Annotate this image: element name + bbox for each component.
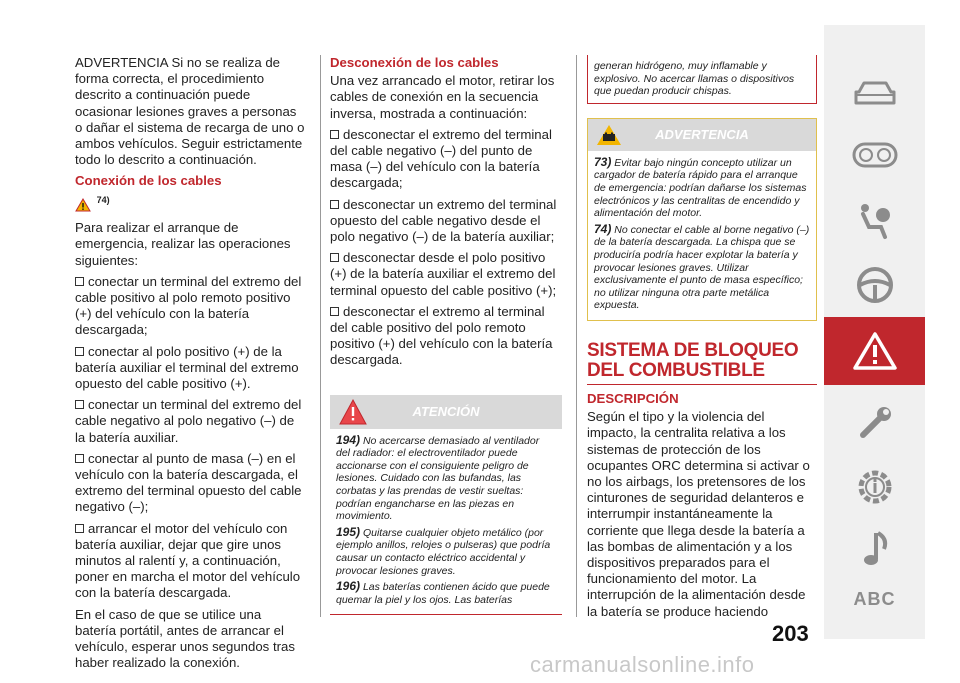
note-item: 195) Quitarse cualquier objeto metálico (por ejemplo anillos, relojes o pulseras) que podría causar un contacto eléctrico accidental y provocar lesiones graves. <box>336 524 551 577</box>
seat-airbag-icon[interactable] <box>824 191 925 251</box>
small-warning-triangle-icon <box>75 198 91 216</box>
note-item: 74) No conectar el cable al borne negativo (–) de la batería descargada. La chispa que se produciría podría hacer explotar la batería y provocar lesiones graves. Utilizar exclusivamente el punto de masa específico; no utilizar ninguna otra parte metálica expuesta. <box>594 221 810 312</box>
warning-triangle-icon[interactable] <box>824 317 925 385</box>
list-item: conectar al punto de masa (–) en el vehículo con la batería descargada, el extremo del terminal opuesto del cable negativo (–); <box>75 450 302 515</box>
advertencia-heading: ADVERTENCIA <box>655 126 749 142</box>
attention-heading: ATENCIÓN <box>412 403 480 419</box>
advertencia-box <box>587 118 817 321</box>
disconnection-lead: Una vez arrancado el motor, retirar los cables de conexión en la secuencia inversa, mostrada a continuación: <box>330 73 555 121</box>
connection-lead: Para realizar el arranque de emergencia, realizar las operaciones siguientes: <box>75 220 291 268</box>
attention-body <box>330 429 562 616</box>
page-number: 203 <box>772 621 809 646</box>
steering-wheel-icon[interactable] <box>824 255 925 315</box>
ref-74: 74) <box>96 194 110 205</box>
danger-triangle-icon <box>338 398 368 439</box>
section-title-connection: Conexión de los cables <box>75 173 222 189</box>
wrench-icon[interactable] <box>824 393 925 453</box>
chapter-title: SISTEMA DE BLOQUEO DEL COMBUSTIBLE <box>587 341 817 385</box>
column-middle <box>330 55 562 615</box>
dashboard-gauges-icon[interactable] <box>824 127 925 183</box>
list-item: arrancar el motor del vehículo con batería auxiliar, dejar que gire unos minutos al ralentí y, a continuación, poner en marcha el motor del vehículo con la batería descargada. <box>75 520 301 601</box>
note-item: 196) Las baterías contienen ácido que puede quemar la piel y los ojos. Las baterías <box>336 579 550 606</box>
maintenance-gear-icon[interactable] <box>824 457 925 517</box>
column-right <box>587 55 817 625</box>
note-item: 194) No acercarse demasiado al ventilador del radiador: el electroventilador puede accionarse con el consiguiente peligro de lesiones. Cuidado con las bufandas, las corbatas y las prendas de vestir sueltas: podrían engancharse en las piezas en movimiento. <box>336 432 540 523</box>
chapter-sidebar <box>824 25 925 639</box>
checkbox-bullet-icon <box>330 200 339 209</box>
list-item: desconectar el extremo del terminal del cable negativo (–) del punto de masa (–) del vehículo con la batería descargada; <box>330 126 552 191</box>
battery-warning-icon <box>596 124 622 158</box>
attention-header <box>330 395 562 429</box>
list-item: conectar un terminal del extremo del cable negativo al polo negativo (–) de la batería auxiliar. <box>75 397 302 445</box>
checkbox-bullet-icon <box>75 454 84 463</box>
watermark: carmanualsonline.info <box>530 652 755 677</box>
checkbox-bullet-icon <box>330 130 339 139</box>
list-item: conectar un terminal del extremo del cable positivo al polo remoto positivo (+) del vehículo con la batería descargada; <box>75 273 302 338</box>
column-divider <box>576 55 577 617</box>
advertencia-body <box>588 151 816 320</box>
list-item: desconectar un extremo del terminal opuesto del cable negativo desde el polo negativo (–) de la batería auxiliar; <box>330 196 557 245</box>
checkbox-bullet-icon <box>75 347 84 356</box>
note-item: 73) Evitar bajo ningún concepto utilizar un cargador de batería rápido para el arranque de emergencia: podrían dañarse los sistemas electrónicos y las centralitas de encendido y alimentación del motor. <box>594 154 807 220</box>
checkbox-bullet-icon <box>330 253 339 262</box>
portable-battery-note: En el caso de que se utilice una batería portátil, antes de arrancar el vehículo, esperar unos segundos tras haber realizado la conexión. <box>75 606 295 671</box>
music-note-icon[interactable] <box>824 521 925 577</box>
column-left <box>75 55 305 677</box>
attention-box <box>330 395 562 616</box>
advertencia-header <box>588 119 816 151</box>
checkbox-bullet-icon <box>330 307 339 316</box>
warning-ref <box>75 192 305 217</box>
list-item: conectar al polo positivo (+) de la batería auxiliar el terminal del extremo opuesto del cable positivo (+). <box>75 343 299 392</box>
checkbox-bullet-icon <box>75 524 84 533</box>
checkbox-bullet-icon <box>75 277 84 286</box>
abc-index-icon[interactable]: ABC <box>853 588 896 609</box>
car-icon[interactable] <box>824 65 925 121</box>
column-divider <box>320 55 321 617</box>
description-body: Según el tipo y la violencia del impacto, la centralita relativa a los sistemas de protección de los ocupantes ORC determina si activar o no los airbags, los pretensores de los cinturones de seguridad delanteros e interrumpir instantáneamente la corriente que llega desde la batería a las bombas de alimentación y a los dispositivos preparados para el funcionamiento del motor. La interrupción de la alimentación desde la batería se produce haciendo <box>587 409 810 619</box>
section-title-disconnection: Desconexión de los cables <box>330 55 499 70</box>
checkbox-bullet-icon <box>75 400 84 409</box>
list-item: desconectar el extremo al terminal del cable positivo del polo remoto positivo (+) del vehículo con la batería descargada. <box>330 303 553 368</box>
warning-intro: ADVERTENCIA Si no se realiza de forma correcta, el procedimiento descrito a continuación puede ocasionar lesiones graves a personas o dañar el sistema de recarga de uno o ambos vehículos. Seguir estrictamente todo lo descrito a continuación. <box>75 55 305 168</box>
subsection-title: DESCRIPCIÓN <box>587 390 679 406</box>
attention-continued: generan hidrógeno, muy inflamable y explosivo. No acercar llamas o dispositivos que puedan producir chispas. <box>587 55 817 104</box>
list-item: desconectar desde el polo positivo (+) de la batería auxiliar el extremo del terminal opuesto del cable positivo (+); <box>330 250 557 298</box>
